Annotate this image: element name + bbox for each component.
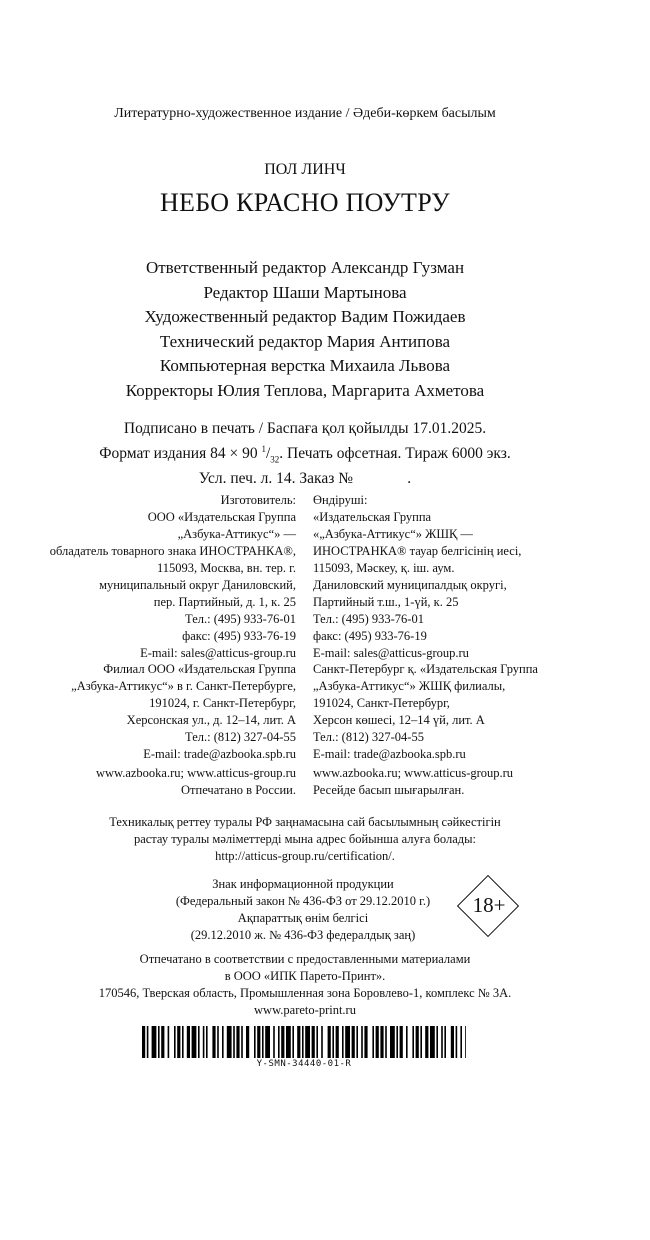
certification-link: http://atticus-group.ru/certification/. (215, 849, 395, 863)
branch-ru: Филиал ООО «Издательская Группа „Азбука-Аттикус“» в г. Санкт-Петербурге, 191024, г. Санкт-Петербург, Херсонская ул., д. 12–14, лит. А Тел.: (812) 327-04-55 E-mail: trade@azbooka.spb.ru (71, 662, 296, 761)
barcode-bar (465, 1026, 466, 1058)
barcode-bar (430, 1026, 435, 1058)
website-link: www.azbooka.ru; www.atticus-group.ru (313, 766, 514, 780)
barcode-bar (198, 1026, 200, 1058)
barcode-bar (372, 1026, 374, 1058)
age-rating-badge (457, 875, 521, 939)
barcode-bar (336, 1026, 339, 1058)
manufacturer-kz: Өндіруші: «Издательская Группа «„Азбука-Аттикус“» ЖШҚ — ИНОСТРАНКА® тауар белгісінің иесі, 115093, Мәскеу, қ. іш. аум. Даниловский муниципалдық округі, Партийный т.ш., 1-үй, к. 25 Тел.: (495) 933-76-01 факс: (495) 933-76-19 E-mail: sales@atticus-group.ru (313, 493, 522, 660)
barcode-bar (182, 1026, 184, 1058)
barcode-bar (262, 1026, 264, 1058)
barcode-bar (206, 1026, 208, 1058)
format-line: Формат издания 84 × 90 $^1/_{32}$. Печать офсетная. Тираж 6000 экз. (99, 444, 511, 465)
barcode-bar (241, 1026, 243, 1058)
barcode-bar (390, 1026, 395, 1058)
barcode-bar (142, 1026, 145, 1058)
barcode-code: Y-SMN-34440-01-R (256, 1059, 352, 1069)
barcode-bar (278, 1026, 280, 1058)
barcode-bar (177, 1026, 180, 1058)
barcode-bar (380, 1026, 383, 1058)
barcode-bar (265, 1026, 270, 1058)
barcode-bar (297, 1026, 300, 1058)
signed-date: Подписано в печать / Баспаға қол қойылды 17.01.2025. (123, 420, 487, 437)
barcode-bar (152, 1026, 157, 1058)
author-name: ПОЛ ЛИНЧ (264, 161, 346, 178)
barcode-bar (364, 1026, 367, 1058)
branch-kz: Санкт-Петербург қ. «Издательская Группа „Азбука-Аттикус“» ЖШҚ филиалы, 191024, Санкт-Петербург, Херсон көшесі, 12–14 үй, лит. А Тел.: (812) 327-04-55 E-mail: trade@azbooka.spb.ru (313, 662, 538, 761)
barcode-bar (203, 1026, 205, 1058)
barcode-bar (328, 1026, 331, 1058)
barcode-bar (281, 1026, 284, 1058)
barcode-bar (332, 1026, 334, 1058)
credit-line: Художественный редактор Вадим Пожидаев (144, 307, 466, 326)
barcode-bar (257, 1026, 260, 1058)
barcode-bar (222, 1026, 224, 1058)
barcode-bar (217, 1026, 219, 1058)
barcode-bar (316, 1026, 318, 1058)
genre-line: Литературно-художественное издание / Әдеби-көркем басылым (114, 106, 496, 121)
barcode-bar (233, 1026, 235, 1058)
barcode-bar (420, 1026, 422, 1058)
info-product-sign: Знак информационной продукции (Федеральный закон № 436-ФЗ от 29.12.2010 г.) Ақпараттық өнім белгісі (29.12.2010 ж. № 436-ФЗ федералдық заң) (175, 877, 431, 942)
barcode-bar (168, 1026, 170, 1058)
barcode-bar (444, 1026, 446, 1058)
barcode-bar (161, 1026, 164, 1058)
barcode-bar (246, 1026, 249, 1058)
barcode-bar (406, 1026, 408, 1058)
barcode-bar (302, 1026, 304, 1058)
barcode-bar (273, 1026, 275, 1058)
barcode-bar (400, 1026, 403, 1058)
barcode-bar (345, 1026, 350, 1058)
web-ru: www.azbooka.ru; www.atticus-group.ru Отпечатано в России. (0, 765, 296, 799)
certification-info: Техникалық реттеу туралы РФ заңнамасына сай басылымның сәйкестігін растау туралы мәліметтерді мына адрес бойынша алуға болады: http://atticus-group.ru/certification/. (0, 814, 610, 865)
web-kz: www.azbooka.ru; www.atticus-group.ru Ресейде басып шығарылған. (313, 765, 613, 799)
sheets-order-line: Усл. печ. л. 14. Заказ № . (198, 470, 412, 488)
barcode (142, 1026, 466, 1058)
age-rating-label: 18+ (472, 893, 506, 917)
credits-block (0, 256, 610, 403)
credit-line: Корректоры Юлия Теплова, Маргарита Ахметова (125, 380, 485, 400)
barcode-bar (412, 1026, 414, 1058)
barcode-bar (305, 1026, 310, 1058)
credit-line: Компьютерная верстка Михаила Львова (159, 356, 451, 375)
barcode-bar (356, 1026, 358, 1058)
barcode-bar (396, 1026, 398, 1058)
barcode-bar (376, 1026, 379, 1058)
credit-line: Редактор Шаши Мартынова (203, 282, 407, 302)
barcode-bar (425, 1026, 428, 1058)
publication-info (0, 419, 610, 489)
credit-line: Ответственный редактор Александр Гузман (145, 258, 465, 277)
barcode-bar (192, 1026, 197, 1058)
barcode-bar (286, 1026, 291, 1058)
barcode-bar (312, 1026, 315, 1058)
barcode-bar (158, 1026, 160, 1058)
book-title: НЕБО КРАСНО ПОУТРУ (159, 188, 451, 217)
barcode-bar (254, 1026, 256, 1058)
barcode-bar (147, 1026, 149, 1058)
barcode-bar (436, 1026, 438, 1058)
printer-info: Отпечатано в соответствии с предоставленными материалами в ООО «ИПК Парето-Принт». 170546, Тверская область, Промышленная зона Боровлево-1, комплекс № 3А. www.pareto-print.ru (0, 951, 610, 1019)
website-link: www.azbooka.ru; www.atticus-group.ru (95, 766, 296, 780)
credit-line: Технический редактор Мария Антипова (159, 331, 451, 351)
barcode-bar (321, 1026, 323, 1058)
barcode-bar (385, 1026, 387, 1058)
barcode-bar (451, 1026, 454, 1058)
barcode-bar (456, 1026, 458, 1058)
barcode-bar (460, 1026, 462, 1058)
barcode-bar (352, 1026, 355, 1058)
barcode-bar (416, 1026, 419, 1058)
manufacturer-ru: Изготовитель: ООО «Издательская Группа „Азбука-Аттикус“» — обладатель товарного знака ИНОСТРАНКА®, 115093, Москва, вн. тер. г. муниципальный округ Даниловский, пер. Партийный, д. 1, к. 25 Тел.: (495) 933-76-01 факс: (495) 933-76-19 E-mail: sales@atticus-group.ru (49, 493, 296, 660)
barcode-bar (227, 1026, 232, 1058)
barcode-bar (187, 1026, 190, 1058)
barcode-bar (342, 1026, 344, 1058)
barcode-bar (361, 1026, 363, 1058)
barcode-bar (236, 1026, 239, 1058)
barcode-bar (441, 1026, 443, 1058)
printer-website: www.pareto-print.ru (254, 1003, 356, 1017)
barcode-bar (292, 1026, 294, 1058)
barcode-bar (174, 1026, 176, 1058)
barcode-bar (212, 1026, 215, 1058)
